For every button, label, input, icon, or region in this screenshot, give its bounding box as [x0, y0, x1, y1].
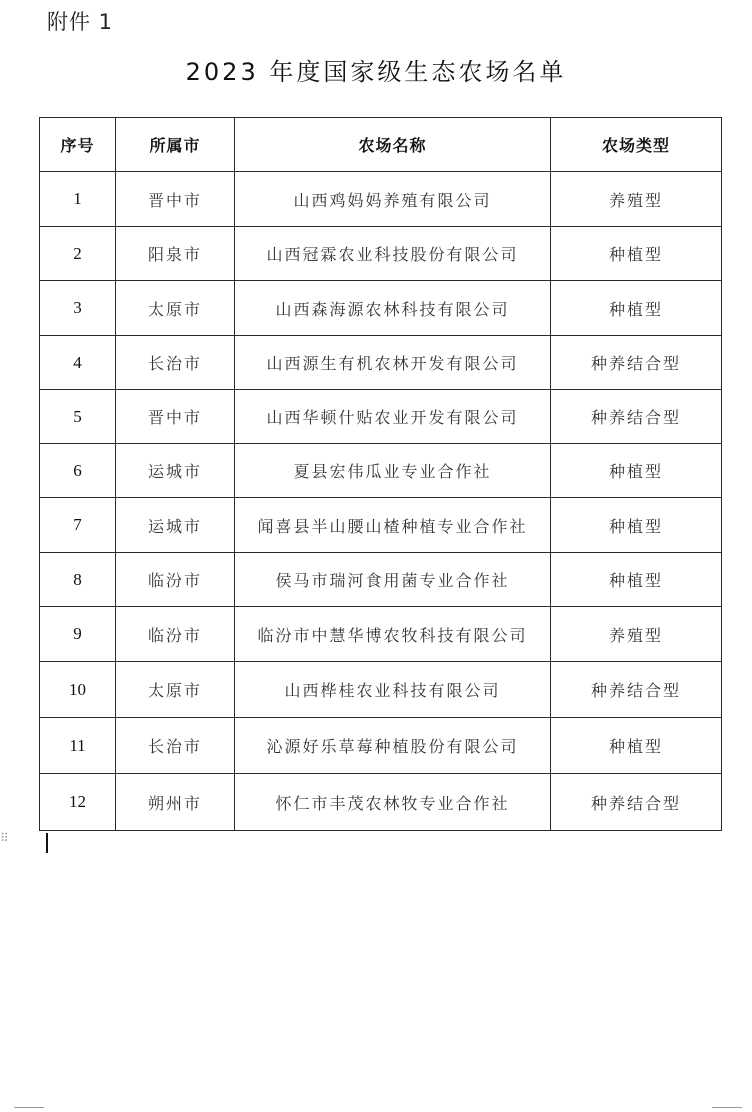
cell-number: 11: [40, 718, 116, 774]
table-header-row: [40, 118, 722, 172]
cell-city: 长治市: [116, 718, 235, 774]
column-header-city: 所属市: [116, 118, 235, 172]
cell-number: 6: [40, 444, 116, 498]
cell-farm-name: 临汾市中慧华博农牧科技有限公司: [235, 607, 551, 662]
table-row: [40, 281, 722, 336]
table-row: [40, 774, 722, 831]
table-row: [40, 336, 722, 390]
farm-list-table: [39, 117, 722, 831]
cell-farm-type: 养殖型: [551, 607, 722, 662]
cell-farm-type: 种植型: [551, 444, 722, 498]
column-header-number: 序号: [40, 118, 116, 172]
cell-number: 8: [40, 553, 116, 607]
cell-farm-type: 养殖型: [551, 172, 722, 227]
cell-farm-name: 山西森海源农林科技有限公司: [235, 281, 551, 336]
cell-farm-type: 种养结合型: [551, 390, 722, 444]
cell-number: 10: [40, 662, 116, 718]
cell-city: 阳泉市: [116, 227, 235, 281]
cell-number: 1: [40, 172, 116, 227]
cell-city: 朔州市: [116, 774, 235, 831]
cell-city: 太原市: [116, 281, 235, 336]
cell-farm-name: 沁源好乐草莓种植股份有限公司: [235, 718, 551, 774]
cell-farm-type: 种植型: [551, 553, 722, 607]
cell-city: 临汾市: [116, 553, 235, 607]
cell-farm-name: 怀仁市丰茂农林牧专业合作社: [235, 774, 551, 831]
cell-city: 晋中市: [116, 390, 235, 444]
cell-city: 运城市: [116, 444, 235, 498]
table-body: [40, 172, 722, 831]
table-row: [40, 498, 722, 553]
cell-farm-type: 种植型: [551, 281, 722, 336]
table-row: [40, 553, 722, 607]
cell-farm-name: 山西桦桂农业科技有限公司: [235, 662, 551, 718]
cell-city: 太原市: [116, 662, 235, 718]
cell-city: 长治市: [116, 336, 235, 390]
cell-farm-name: 山西源生有机农林开发有限公司: [235, 336, 551, 390]
cell-farm-name: 山西冠霖农业科技股份有限公司: [235, 227, 551, 281]
cell-farm-type: 种养结合型: [551, 336, 722, 390]
cell-number: 2: [40, 227, 116, 281]
cell-number: 5: [40, 390, 116, 444]
column-header-farm-type: 农场类型: [551, 118, 722, 172]
cell-number: 3: [40, 281, 116, 336]
cell-city: 晋中市: [116, 172, 235, 227]
table-row: [40, 718, 722, 774]
table-row: [40, 172, 722, 227]
cell-number: 9: [40, 607, 116, 662]
cell-farm-type: 种养结合型: [551, 662, 722, 718]
table-row: [40, 390, 722, 444]
cell-farm-type: 种植型: [551, 498, 722, 553]
document-title: 2023 年度国家级生态农场名单: [185, 58, 567, 86]
cell-number: 7: [40, 498, 116, 553]
cell-farm-name: 山西华顿什贴农业开发有限公司: [235, 390, 551, 444]
drag-handle-icon[interactable]: ⠿: [0, 831, 10, 845]
cell-number: 4: [40, 336, 116, 390]
table-row: [40, 227, 722, 281]
cell-farm-name: 山西鸡妈妈养殖有限公司: [235, 172, 551, 227]
table-row: [40, 607, 722, 662]
text-cursor: [46, 833, 48, 853]
page-corner-mark-left: [14, 1107, 44, 1108]
cell-number: 12: [40, 774, 116, 831]
cell-farm-name: 侯马市瑞河食用菌专业合作社: [235, 553, 551, 607]
cell-city: 运城市: [116, 498, 235, 553]
attachment-label: 附件 1: [47, 10, 114, 34]
cell-city: 临汾市: [116, 607, 235, 662]
page-corner-mark-right: [712, 1107, 742, 1108]
column-header-farm-name: 农场名称: [235, 118, 551, 172]
cell-farm-type: 种植型: [551, 227, 722, 281]
table-row: [40, 444, 722, 498]
cell-farm-name: 夏县宏伟瓜业专业合作社: [235, 444, 551, 498]
cell-farm-type: 种养结合型: [551, 774, 722, 831]
table-row: [40, 662, 722, 718]
cell-farm-type: 种植型: [551, 718, 722, 774]
cell-farm-name: 闻喜县半山腰山楂种植专业合作社: [235, 498, 551, 553]
